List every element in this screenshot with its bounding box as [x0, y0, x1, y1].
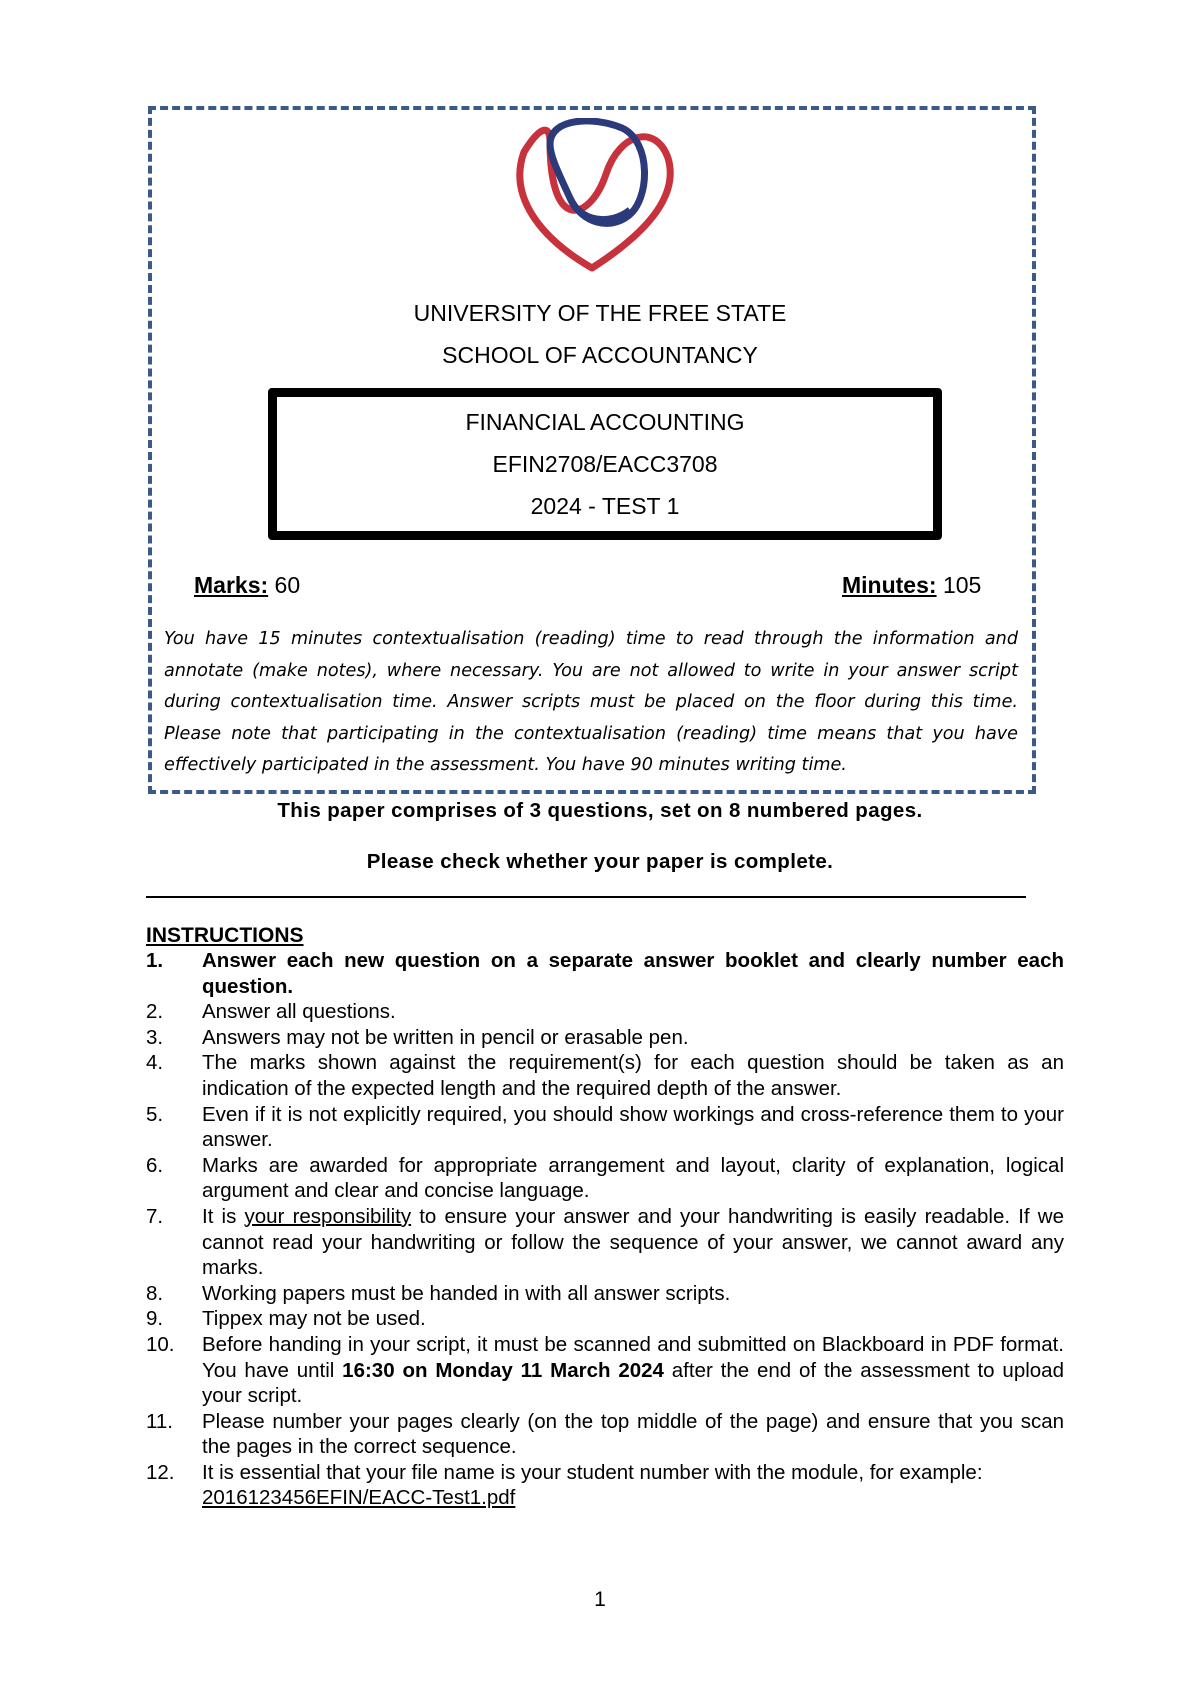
instruction-number: 10. [146, 1332, 175, 1356]
instruction-text: Marks are awarded for appropriate arrangement and layout, clarity of explanation, logical argument and clear and concise language. [202, 1153, 1064, 1203]
minutes-value: 105 [936, 572, 982, 598]
instruction-item [146, 1050, 1064, 1101]
divider [146, 896, 1026, 898]
minutes-label: Minutes: [842, 572, 937, 598]
instruction-item [146, 1204, 1064, 1281]
module-codes: EFIN2708/EACC3708 [492, 451, 718, 477]
instruction-text: Working papers must be handed in with all answer scripts. [202, 1281, 731, 1305]
instruction-number: 5. [146, 1102, 164, 1126]
instruction-item [146, 999, 1064, 1025]
instructions-list [146, 948, 1064, 1511]
instruction-text: Answer each new question on a separate answer booklet and clearly number each question. [202, 949, 1064, 998]
subject-title: FINANCIAL ACCOUNTING [465, 409, 745, 435]
submission-deadline: 16:30 on Monday 11 March 2024 [342, 1358, 664, 1382]
instruction-item [146, 1025, 1064, 1051]
example-file-name: 2016123456EFIN/EACC-Test1.pdf [202, 1486, 516, 1510]
instruction-item [146, 1460, 1064, 1511]
instructions-heading: INSTRUCTIONS [146, 924, 304, 947]
instruction-text-post: after the end of the assessment to upload your script. [202, 1358, 1064, 1408]
instruction-number: 3. [146, 1025, 164, 1049]
instruction-text: Please number your pages clearly (on the top middle of the page) and ensure that you scan the pages in the correct sequence. [202, 1409, 1064, 1459]
university-name: UNIVERSITY OF THE FREE STATE [413, 300, 787, 326]
paper-info: This paper comprises of 3 questions, set on 8 numbered pages. [277, 799, 923, 822]
instruction-number: 1. [146, 949, 164, 972]
check-notice: Please check whether your paper is complete. [366, 850, 834, 873]
instruction-text: Even if it is not explicitly required, you should show workings and cross-reference them to your answer. [202, 1102, 1064, 1152]
contextualisation-paragraph: You have 15 minutes contextualisation (reading) time to read through the information and annotate (make notes), where necessary. You are not allowed to write in your answer script during contextualisation time. Answer scripts must be placed on the floor during this time. Please note that participating in the contextualisation (reading) time means that you have effectively participated in the assessment. You have 90 minutes writing time. [164, 629, 1018, 775]
instruction-item [146, 1332, 1064, 1409]
instruction-number: 2. [146, 1000, 164, 1024]
instruction-item [146, 1153, 1064, 1204]
instruction-number: 11. [146, 1409, 173, 1433]
instruction-text: Answer all questions. [202, 1000, 396, 1024]
logo-red-heart-loop [520, 130, 670, 268]
test-title: 2024 - TEST 1 [530, 493, 680, 519]
instruction-text: The marks shown against the requirement(s) for each question should be taken as an indication of the expected length and the required depth of the answer. [202, 1051, 1064, 1100]
instruction-number: 8. [146, 1281, 164, 1305]
instruction-item [146, 1102, 1064, 1153]
instruction-text-pre: It is [202, 1204, 245, 1228]
instruction-number: 4. [146, 1051, 164, 1075]
instruction-number: 6. [146, 1153, 164, 1177]
title-box [268, 388, 942, 540]
marks-value: 60 [268, 572, 301, 598]
school-name: SCHOOL OF ACCOUNTANCY [442, 342, 758, 368]
marks-label: Marks: [194, 572, 269, 598]
instruction-item [146, 948, 1064, 999]
instruction-text-post: to ensure your answer and your handwriting is easily readable. If we cannot read your handwriting or follow the sequence of your answer, we cannot award any marks. [202, 1204, 1064, 1280]
instruction-number: 9. [146, 1307, 164, 1331]
instruction-item [146, 1409, 1064, 1460]
instruction-item [146, 1281, 1064, 1307]
marks-info [194, 572, 300, 599]
university-logo [510, 118, 682, 276]
minutes-info [842, 572, 981, 599]
instruction-text-pre: Before handing in your script, it must be scanned and submitted on Blackboard in PDF format. You have until [202, 1332, 1064, 1382]
instruction-emphasis: your responsibility [244, 1204, 412, 1228]
instruction-item [146, 1306, 1064, 1332]
instruction-number: 12. [146, 1460, 175, 1484]
instruction-text: Tippex may not be used. [202, 1307, 426, 1331]
instruction-text: Answers may not be written in pencil or erasable pen. [202, 1025, 689, 1049]
instruction-text: It is essential that your file name is your student number with the module, for example: [202, 1460, 983, 1484]
instruction-number: 7. [146, 1204, 164, 1228]
page-number: 1 [594, 1588, 606, 1611]
